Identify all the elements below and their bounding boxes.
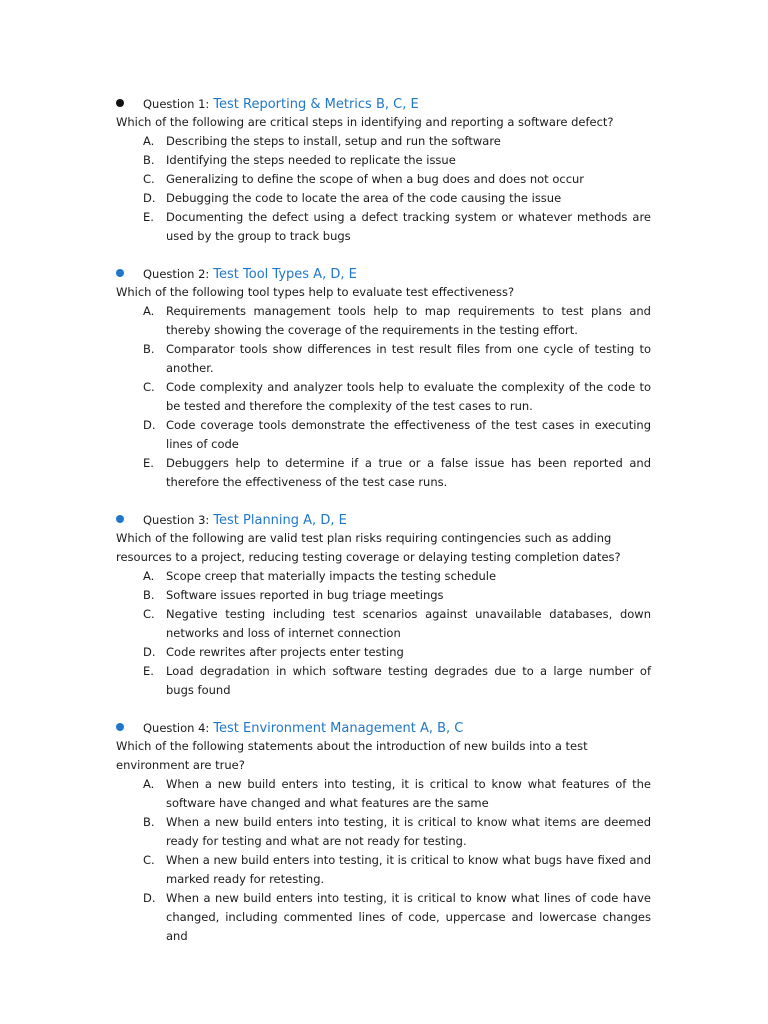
option-text: Requirements management tools help to map requirements to test plans and thereby showing the coverage of the requirements in the testing effort. [166, 304, 651, 337]
option-text: Comparator tools show differences in test result files from one cycle of testing to another. [166, 342, 651, 375]
option-text: Identifying the steps needed to replicate the issue [166, 153, 456, 167]
answer-option [116, 132, 651, 151]
answer-option [116, 775, 651, 813]
option-letter: A. [143, 304, 155, 318]
option-letter: B. [143, 153, 155, 167]
question-topic: Test Environment Management A, B, C [213, 721, 464, 736]
answer-options [116, 132, 651, 246]
option-text: When a new build enters into testing, it is critical to know what items are deemed ready for testing and what are not ready for testing. [166, 815, 651, 848]
answer-option [116, 302, 651, 340]
option-letter: C. [143, 380, 155, 394]
answer-option [116, 605, 651, 643]
option-letter: E. [143, 456, 154, 470]
option-letter: E. [143, 210, 154, 224]
answer-option [116, 189, 651, 208]
answer-option [116, 567, 651, 586]
option-text: Scope creep that materially impacts the testing schedule [166, 569, 497, 583]
answer-option [116, 170, 651, 189]
option-letter: B. [143, 815, 155, 829]
option-text: Code rewrites after projects enter testing [166, 645, 404, 659]
option-letter: E. [143, 664, 154, 678]
question-block [116, 93, 651, 246]
answer-option [116, 662, 651, 700]
option-letter: C. [143, 172, 155, 186]
answer-option [116, 851, 651, 889]
question-heading [116, 509, 651, 529]
question-stem: Which of the following statements about the introduction of new builds into a test environment are true? [116, 739, 588, 772]
answer-option [116, 643, 651, 662]
question-block [116, 717, 651, 946]
answer-option [116, 586, 651, 605]
option-text: Software issues reported in bug triage meetings [166, 588, 444, 602]
option-text: Code complexity and analyzer tools help to evaluate the complexity of the code to be tested and therefore the complexity of the test cases to run. [166, 380, 651, 413]
answer-option [116, 813, 651, 851]
question-heading [116, 717, 651, 737]
question-stem: Which of the following are valid test plan risks requiring contingencies such as adding resources to a project, reducing testing coverage or delaying testing completion dates? [116, 531, 621, 564]
option-text: Documenting the defect using a defect tracking system or whatever methods are used by the group to track bugs [166, 210, 651, 243]
option-text: Negative testing including test scenarios against unavailable databases, down networks and loss of internet connection [166, 607, 651, 640]
option-text: Describing the steps to install, setup and run the software [166, 134, 501, 148]
question-stem: Which of the following are critical steps in identifying and reporting a software defect? [116, 115, 614, 129]
question-number: Question 1: [143, 97, 210, 111]
question-label [143, 94, 419, 115]
question-block [116, 263, 651, 492]
option-letter: A. [143, 777, 155, 791]
answer-option [116, 340, 651, 378]
question-heading [116, 263, 651, 283]
option-letter: C. [143, 853, 155, 867]
answer-option [116, 454, 651, 492]
question-topic: Test Reporting & Metrics B, C, E [213, 97, 419, 112]
bullet-icon [116, 269, 124, 277]
question-stem: Which of the following tool types help to evaluate test effectiveness? [116, 285, 515, 299]
question-label [143, 264, 357, 285]
option-text: When a new build enters into testing, it is critical to know what lines of code have changed, including commented lines of code, uppercase and lowercase changes and [166, 891, 651, 943]
option-letter: C. [143, 607, 155, 621]
bullet-icon [116, 723, 124, 731]
option-letter: D. [143, 191, 156, 205]
option-letter: A. [143, 134, 155, 148]
option-letter: D. [143, 418, 156, 432]
option-text: Generalizing to define the scope of when a bug does and does not occur [166, 172, 585, 186]
document-page [116, 93, 651, 963]
option-letter: B. [143, 588, 155, 602]
answer-option [116, 151, 651, 170]
answer-option [116, 889, 651, 946]
bullet-icon [116, 515, 124, 523]
option-text: Debugging the code to locate the area of the code causing the issue [166, 191, 562, 205]
option-letter: D. [143, 645, 156, 659]
answer-option [116, 208, 651, 246]
question-block [116, 509, 651, 700]
answer-options [116, 567, 651, 700]
answer-option [116, 416, 651, 454]
question-heading [116, 93, 651, 113]
option-letter: D. [143, 891, 156, 905]
answer-option [116, 378, 651, 416]
question-number: Question 4: [143, 721, 210, 735]
option-letter: B. [143, 342, 155, 356]
question-topic: Test Tool Types A, D, E [213, 267, 357, 282]
option-letter: A. [143, 569, 155, 583]
option-text: Code coverage tools demonstrate the effectiveness of the test cases in executing lines of code [166, 418, 651, 451]
bullet-icon [116, 99, 124, 107]
answer-options [116, 302, 651, 492]
option-text: Debuggers help to determine if a true or a false issue has been reported and therefore the effectiveness of the test case runs. [166, 456, 651, 489]
question-number: Question 2: [143, 267, 210, 281]
question-label [143, 718, 463, 739]
answer-options [116, 775, 651, 946]
option-text: When a new build enters into testing, it is critical to know what features of the software have changed and what features are the same [166, 777, 651, 810]
question-label [143, 510, 347, 531]
question-number: Question 3: [143, 513, 210, 527]
option-text: When a new build enters into testing, it is critical to know what bugs have fixed and marked ready for retesting. [166, 853, 651, 886]
question-topic: Test Planning A, D, E [213, 513, 347, 528]
option-text: Load degradation in which software testing degrades due to a large number of bugs found [166, 664, 651, 697]
